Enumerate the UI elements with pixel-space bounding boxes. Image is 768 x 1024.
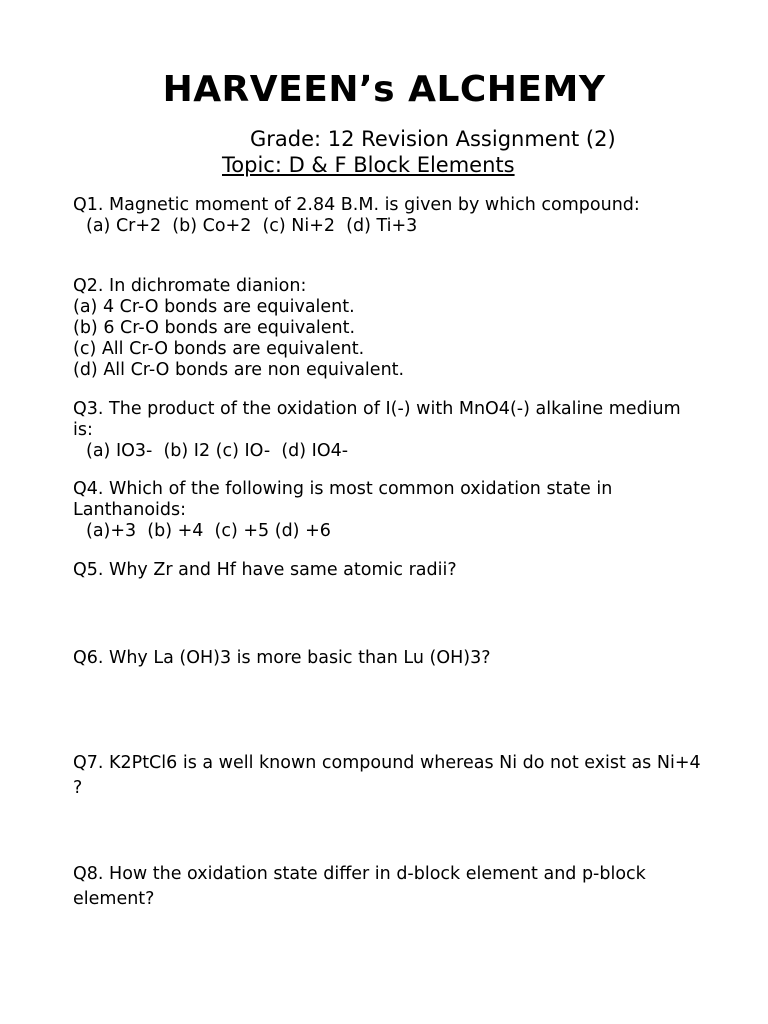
question-4-options: (a)+3 (b) +4 (c) +5 (d) +6 [86, 521, 331, 541]
question-3-options: (a) IO3- (b) I2 (c) IO- (d) IO4- [86, 441, 349, 461]
question-2 [73, 276, 703, 381]
question-2-option-d: (d) All Cr-O bonds are non equivalent. [73, 360, 405, 380]
question-3-text: Q3. The product of the oxidation of I(-) with MnO4(-) alkaline medium is: [73, 399, 681, 440]
question-7 [73, 751, 703, 801]
question-2-option-c: (c) All Cr-O bonds are equivalent. [73, 339, 365, 359]
question-1-options: (a) Cr+2 (b) Co+2 (c) Ni+2 (d) Ti+3 [86, 216, 418, 236]
question-7-text: Q7. K2PtCl6 is a well known compound whereas Ni do not exist as Ni+4 ? [73, 753, 701, 798]
question-8-text: Q8. How the oxidation state differ in d-block element and p-block element? [73, 864, 646, 909]
question-1 [73, 195, 703, 237]
question-6 [73, 648, 703, 669]
grade-line: Grade: 12 Revision Assignment (2) [250, 127, 616, 151]
document-title: HARVEEN’s ALCHEMY [162, 69, 606, 110]
question-8 [73, 862, 703, 912]
question-3 [73, 399, 703, 462]
question-2-option-b: (b) 6 Cr-O bonds are equivalent. [73, 318, 356, 338]
topic-line: Topic: D & F Block Elements [222, 153, 515, 177]
question-5 [73, 560, 703, 581]
question-2-option-a: (a) 4 Cr-O bonds are equivalent. [73, 297, 355, 317]
question-4 [73, 479, 703, 542]
question-2-text: Q2. In dichromate dianion: [73, 276, 307, 296]
question-5-text: Q5. Why Zr and Hf have same atomic radii? [73, 560, 457, 580]
question-1-text: Q1. Magnetic moment of 2.84 B.M. is given by which compound: [73, 195, 640, 215]
question-6-text: Q6. Why La (OH)3 is more basic than Lu (OH)3? [73, 648, 491, 668]
question-4-text: Q4. Which of the following is most common oxidation state in Lanthanoids: [73, 479, 613, 520]
